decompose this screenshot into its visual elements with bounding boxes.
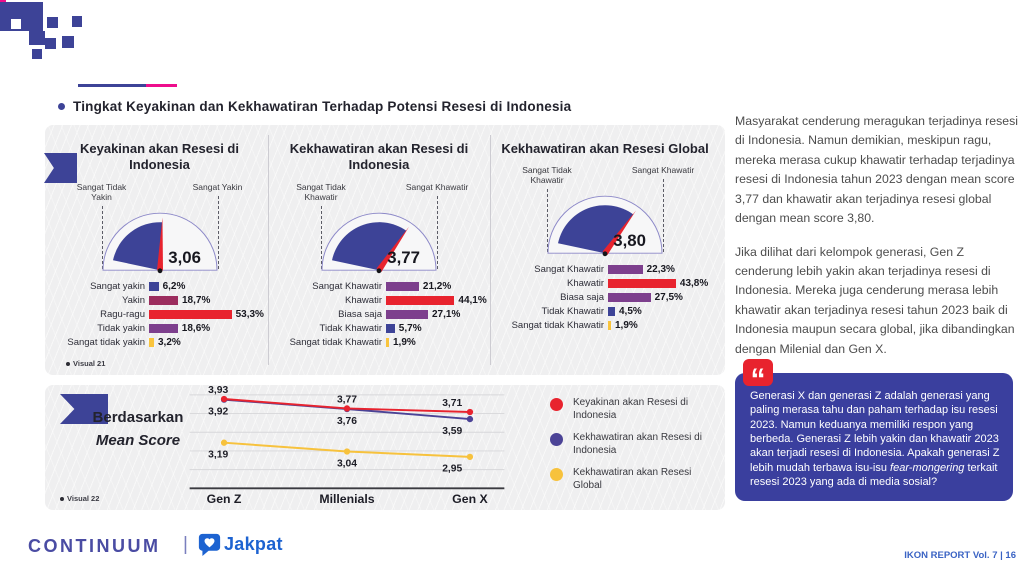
bar-row <box>61 337 268 348</box>
data-label: 2,95 <box>442 463 463 475</box>
data-label: 3,92 <box>208 406 229 418</box>
data-point <box>344 448 350 454</box>
gauge-min-label: Sangat Tidak Khawatir <box>296 181 346 202</box>
bar-value: 4,5% <box>619 306 642 318</box>
pixel-decoration <box>45 38 56 49</box>
data-point <box>467 416 473 422</box>
bar-label: Yakin <box>121 294 145 306</box>
data-label: 3,93 <box>208 385 229 397</box>
accent-line-pink <box>146 84 177 87</box>
data-label: 3,19 <box>208 449 229 461</box>
data-point <box>467 454 473 460</box>
quote-icon: “ <box>743 359 773 386</box>
visual-footnote: Visual 21 <box>66 359 105 368</box>
category-label: Millenials <box>319 492 375 507</box>
continuum-logo: CONTINUUM <box>28 536 161 556</box>
bar-row <box>61 295 268 306</box>
bar <box>386 282 419 291</box>
gauge-pivot <box>603 252 608 257</box>
jakpat-bubble-icon <box>198 533 221 556</box>
jakpat-logo <box>198 533 283 556</box>
mean-score-title: Berdasarkan Mean Score <box>92 409 184 449</box>
legend-dot-icon <box>550 433 563 446</box>
gauge-value: 3,06 <box>167 247 201 267</box>
bar <box>149 296 178 305</box>
bar-label: Khawatir <box>567 278 604 290</box>
gauge-dial <box>100 210 220 274</box>
pixel-decoration <box>11 19 21 29</box>
page-footer <box>0 528 1024 568</box>
gauge-panel-kekhawatiran-global <box>491 125 719 375</box>
bar-label: Tidak Khawatir <box>541 306 604 318</box>
gauge-kekhawatiran-global <box>522 165 695 255</box>
gauge-title: Keyakinan akan Resesi di Indonesia <box>80 141 239 173</box>
pixel-decoration <box>29 31 45 45</box>
bar-chart <box>269 281 489 348</box>
page-title: Tingkat Keyakinan dan Kekhawatiran Terhadap Potensi Resesi di Indonesia <box>73 99 572 114</box>
gauge-kekhawatiran-indonesia <box>296 181 469 272</box>
bar-row <box>61 323 268 334</box>
bar <box>608 279 676 288</box>
gauge-panel-kekhawatiran-indonesia <box>269 125 489 375</box>
bar-label: Ragu-ragu <box>100 308 145 320</box>
legend-item <box>550 396 723 422</box>
bar-value: 22,3% <box>646 264 675 276</box>
gauge-pivot <box>377 268 382 273</box>
footnote-bullet-icon <box>60 497 64 501</box>
visual-footnote: Visual 22 <box>60 494 99 503</box>
gauge-dial <box>545 193 665 257</box>
bar-label: Tidak yakin <box>97 322 145 334</box>
bar-label: Sangat tidak Khawatir <box>511 320 604 332</box>
paragraph-generation: Jika dilihat dari kelompok generasi, Gen Z cenderung lebih yakin akan terjadinya resesi di Indonesia. Mereka juga cenderung merasa lebih khawatir akan terjadinya resesi tahun 2023 baik di Indonesia maupun secara global, jika dibandingkan dengan Milenial dan Gen X. <box>735 244 1015 356</box>
legend-label: Keyakinan akan Resesi di Indonesia <box>573 397 689 421</box>
data-label: 3,59 <box>442 425 463 437</box>
bar-row <box>501 292 719 303</box>
bar-row <box>61 309 268 320</box>
legend-item <box>550 466 723 492</box>
bar <box>149 282 159 291</box>
bar-row <box>279 295 489 306</box>
bar-label: Tidak Khawatir <box>319 322 382 334</box>
gauge-title: Kekhawatiran akan Resesi di Indonesia <box>289 141 469 173</box>
bar-row <box>279 281 489 292</box>
gauge-max-label: Sangat Khawatir <box>631 165 695 176</box>
bar-row <box>279 323 489 334</box>
gauge-value: 3,77 <box>387 247 420 267</box>
bar-value: 27,1% <box>432 308 461 320</box>
bar <box>149 310 232 319</box>
data-label: 3,04 <box>336 458 358 470</box>
footnote-bullet-icon <box>66 362 70 366</box>
legend-item <box>550 431 723 457</box>
bar-value: 53,3% <box>235 308 264 320</box>
paragraph-summary: Masyarakat cenderung meragukan terjadinya resesi di Indonesia. Namun demikian, meskipun ragu, mereka merasa cukup khawatir terhadap terjadinya resesi di Indonesia tahun 2023 dengan mean score 3,77 dan khawatir akan terjadinya resesi global dengan mean score 3,80. <box>735 114 1018 226</box>
bar <box>386 310 428 319</box>
bar <box>386 338 389 347</box>
bar-label: Sangat Khawatir <box>312 280 382 292</box>
page-title-row <box>58 99 571 114</box>
data-label: 3,71 <box>442 398 463 410</box>
accent-line-indigo <box>78 84 146 87</box>
quote-box: Generasi X dan generasi Z adalah generasi yang paling merasa tahu dan paham terhadap isu resesi 2023. Namun keduanya memiliki respon yang berbeda. Generasi Z lebih yakin dan khawatir 2023 akan terjadi resesi di Indonesia. Apakah generasi Z lebih mudah terbawa isu-isu fear-mongering terkait resesi 2023 yang ada di media sosial? <box>735 373 1013 501</box>
bar-value: 18,6% <box>181 322 211 334</box>
bar-chart <box>491 264 719 331</box>
bar-value: 43,8% <box>679 278 709 290</box>
quote-block <box>735 362 1024 501</box>
title-bullet-icon <box>58 103 65 110</box>
gauge-title: Kekhawatiran akan Resesi Global <box>501 141 709 156</box>
chart-legend <box>550 396 723 501</box>
jakpat-logo-text: Jakpat <box>224 534 283 554</box>
gauge-panel-keyakinan-indonesia <box>51 125 268 375</box>
bar-value: 21,2% <box>422 280 452 292</box>
gauge-panels-section <box>45 125 725 375</box>
bar-value: 3,2% <box>158 336 181 348</box>
pixel-decoration <box>62 36 74 48</box>
bar <box>386 324 395 333</box>
bar-row <box>279 309 489 320</box>
category-label: Gen X <box>452 492 488 507</box>
bar <box>386 296 454 305</box>
legend-label: Kekhawatiran akan Resesi Global <box>573 467 692 491</box>
bar <box>608 307 615 316</box>
bar-label: Sangat yakin <box>90 280 145 292</box>
bar-label: Sangat tidak Khawatir <box>289 336 382 348</box>
bar-value: 27,5% <box>654 292 683 304</box>
data-point <box>344 405 350 411</box>
bar-value: 44,1% <box>458 294 487 306</box>
gauge-min-label: Sangat Tidak Khawatir <box>522 165 572 186</box>
legend-dot-icon <box>550 398 563 411</box>
bar-chart <box>51 281 268 348</box>
bar-value: 1,9% <box>393 336 416 348</box>
bar-row <box>501 264 719 275</box>
bar-value: 6,2% <box>162 280 186 292</box>
bar-label: Biasa saja <box>560 292 604 304</box>
pixel-decoration <box>47 17 58 28</box>
data-point <box>467 409 473 415</box>
bar-row <box>501 306 719 317</box>
gauge-min-label: Sangat Tidak Yakin <box>76 181 127 202</box>
bar-value: 1,9% <box>615 320 638 332</box>
bar-label: Khawatir <box>345 294 382 306</box>
data-point <box>221 440 227 446</box>
bar <box>149 338 154 347</box>
report-page-label: IKON REPORT Vol. 7 | 16 <box>904 550 1016 561</box>
bar <box>608 321 611 330</box>
data-point <box>221 396 227 402</box>
pixel-decoration <box>32 49 42 59</box>
gauge-max-label: Sangat Yakin <box>192 181 243 192</box>
gauge-max-label: Sangat Khawatir <box>405 181 469 192</box>
gauge-keyakinan-indonesia <box>76 181 243 272</box>
bar-row <box>501 278 719 289</box>
gauge-dial <box>319 210 439 274</box>
bar-value: 18,7% <box>182 294 211 306</box>
legend-dot-icon <box>550 468 563 481</box>
data-label: 3,76 <box>336 415 358 427</box>
data-label: 3,77 <box>336 394 358 406</box>
bar <box>608 265 643 274</box>
bar <box>149 324 178 333</box>
commentary-column <box>735 112 1024 501</box>
bar <box>608 293 651 302</box>
bar-label: Sangat Khawatir <box>534 264 604 276</box>
bar-label: Biasa saja <box>338 308 382 320</box>
mean-score-line-chart <box>187 387 507 507</box>
legend-label: Kekhawatiran akan Resesi di Indonesia <box>573 432 702 456</box>
pixel-decoration <box>72 16 82 27</box>
mean-score-section <box>45 385 725 510</box>
bar-value: 5,7% <box>398 322 422 334</box>
category-label: Gen Z <box>206 492 242 507</box>
gauge-value: 3,80 <box>613 231 646 251</box>
bar-row <box>61 281 268 292</box>
footer-separator: | <box>183 534 188 555</box>
bar-row <box>501 320 719 331</box>
bar-label: Sangat tidak yakin <box>67 336 145 348</box>
gauge-pivot <box>157 268 162 273</box>
pixel-decoration <box>0 2 43 31</box>
bar-row <box>279 337 489 348</box>
